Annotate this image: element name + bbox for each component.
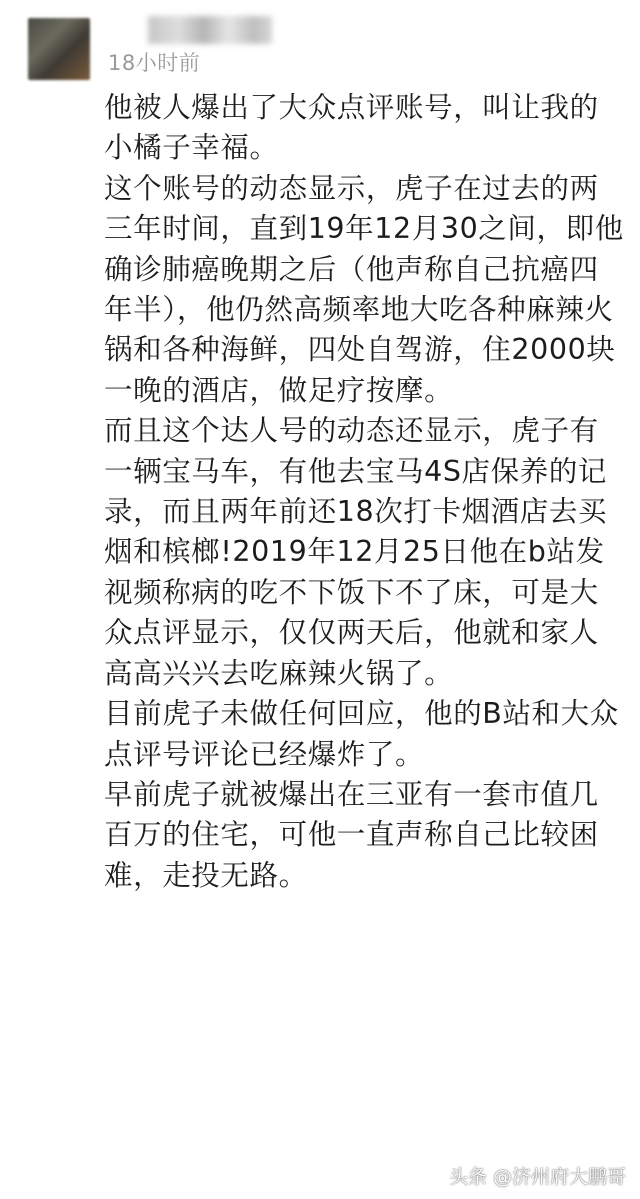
- comment-header: [0, 0, 640, 90]
- comment-paragraph: 目前虎子未做任何回应，他的B站和大众点评号评论已经爆炸了。: [104, 697, 619, 771]
- comment-paragraph: 而且这个达人号的动态还显示，虎子有一辆宝马车，有他去宝马4S店保养的记录，而且两年前还18次打卡烟酒店去买烟和槟榔!2019年12月25日他在b站发视频称病的吃不下饭下不了床，可是大众点评显示，仅仅两天后，他就和家人高高兴兴去吃麻辣火锅了。: [104, 414, 608, 690]
- comment-paragraph: 他被人爆出了大众点评账号，叫让我的小橘子幸福。: [104, 91, 599, 165]
- comment-paragraph: 这个账号的动态显示，虎子在过去的两三年时间，直到19年12月30之间，即他确诊肺癌晚期之后（他声称自己抗癌四年半），他仍然高频率地大吃各种麻辣火锅和各种海鲜，四处自驾游，住2000块一晚的酒店，做足疗按摩。: [104, 171, 624, 407]
- source-watermark: 头条 @济州府大鹏哥: [448, 1166, 626, 1188]
- comment-paragraph: 早前虎子就被爆出在三亚有一套市值几百万的住宅，可他一直声称自己比较困难，走投无路。: [104, 777, 599, 892]
- username-blurred[interactable]: [148, 16, 272, 44]
- comment-timestamp: 18小时前: [108, 51, 201, 75]
- comment-body: [104, 88, 624, 896]
- avatar[interactable]: [28, 18, 90, 80]
